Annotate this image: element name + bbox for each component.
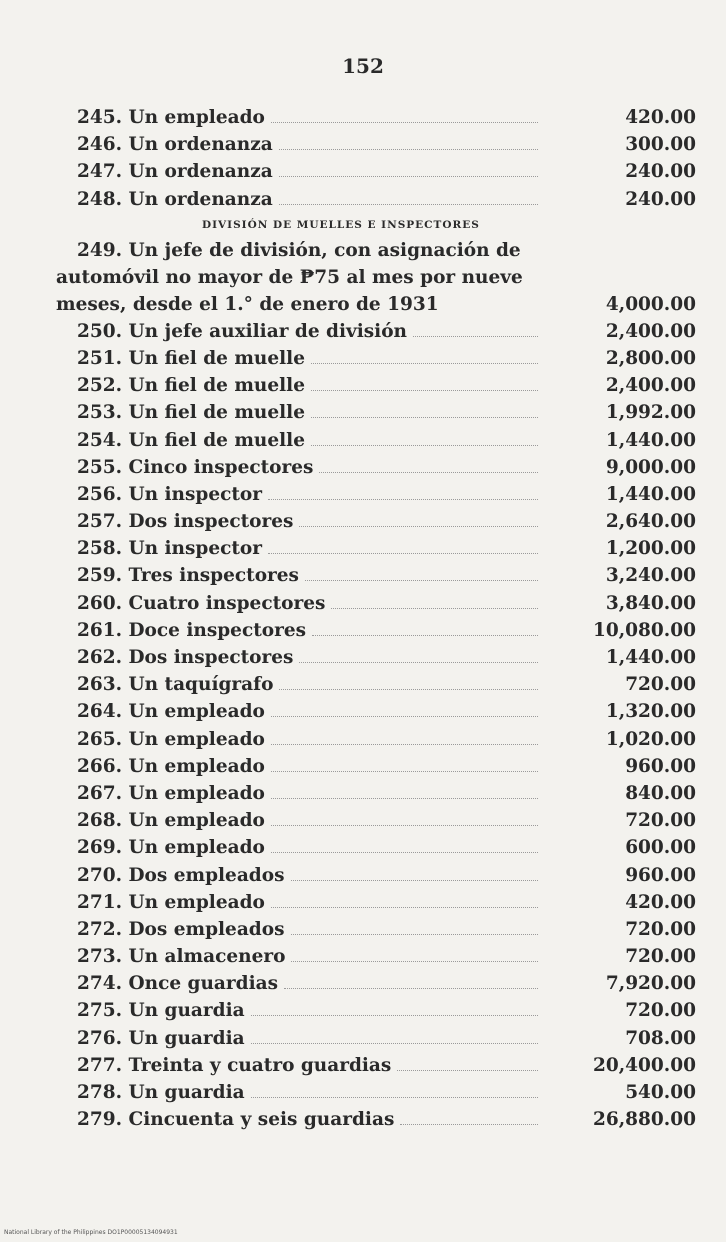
entry-amount: 540.00 bbox=[625, 1082, 696, 1103]
ledger-row bbox=[56, 186, 698, 213]
entry-description: 246. Un ordenanza bbox=[77, 134, 273, 156]
entry-description: 255. Cinco inspectores bbox=[77, 456, 314, 478]
entry-amount: 960.00 bbox=[625, 755, 696, 777]
leader-dots bbox=[299, 525, 538, 527]
ledger-row bbox=[56, 726, 698, 753]
entry-amount: 1,440.00 bbox=[605, 647, 696, 668]
leader-dots bbox=[271, 906, 538, 908]
ledger bbox=[56, 104, 698, 1133]
entry-amount: 20,400.00 bbox=[593, 1054, 696, 1076]
entry-description: 252. Un fiel de muelle bbox=[77, 375, 305, 397]
entry-description: 277. Treinta y cuatro guardias bbox=[77, 1054, 392, 1076]
entry-amount: 26,880.00 bbox=[593, 1109, 696, 1131]
ledger-row bbox=[56, 1106, 698, 1133]
entry-description: 271. Un empleado bbox=[77, 891, 265, 913]
entry-amount: 1,200.00 bbox=[605, 538, 696, 560]
entry-amount: 600.00 bbox=[625, 837, 696, 859]
entry-amount: 720.00 bbox=[625, 1000, 696, 1022]
leader-dots bbox=[251, 1042, 538, 1044]
entry-amount: 1,320.00 bbox=[605, 701, 696, 723]
ledger-row bbox=[56, 997, 698, 1024]
entry-amount: 720.00 bbox=[625, 918, 696, 940]
entry-description: 250. Un jefe auxiliar de división bbox=[77, 320, 408, 342]
ledger-row bbox=[56, 1079, 698, 1106]
entry-description: 254. Un fiel de muelle bbox=[77, 429, 305, 451]
leader-dots bbox=[251, 1096, 538, 1098]
leader-dots bbox=[271, 824, 538, 826]
entry-description: 261. Doce inspectores bbox=[77, 619, 307, 641]
entry-description: 270. Dos empleados bbox=[77, 864, 285, 886]
entry-description: 267. Un empleado bbox=[77, 782, 265, 804]
entry-description: 278. Un guardia bbox=[77, 1082, 245, 1103]
ledger-row bbox=[56, 345, 698, 372]
entry-amount: 1,992.00 bbox=[605, 402, 696, 424]
leader-dots bbox=[331, 607, 538, 609]
ledger-row bbox=[56, 131, 698, 158]
leader-dots bbox=[271, 797, 538, 799]
ledger-row bbox=[56, 753, 698, 780]
entry-description: 251. Un fiel de muelle bbox=[77, 347, 305, 369]
ledger-row bbox=[56, 590, 698, 617]
leader-dots bbox=[251, 1014, 538, 1016]
ledger-row bbox=[56, 104, 698, 131]
entry-amount: 1,020.00 bbox=[605, 728, 696, 750]
paragraph-amount: 4,000.00 bbox=[605, 293, 696, 315]
entry-description: 256. Un inspector bbox=[77, 483, 263, 505]
entry-description: 273. Un almacenero bbox=[77, 946, 286, 968]
entry-description: 265. Un empleado bbox=[77, 728, 265, 750]
entries-bottom bbox=[56, 318, 698, 1134]
entry-description: 245. Un empleado bbox=[77, 107, 265, 128]
entry-description: 257. Dos inspectores bbox=[77, 511, 294, 533]
ledger-row bbox=[56, 158, 698, 185]
leader-dots bbox=[299, 661, 538, 663]
entry-description: 258. Un inspector bbox=[77, 538, 263, 560]
leader-dots bbox=[400, 1123, 538, 1125]
ledger-row bbox=[56, 834, 698, 861]
leader-dots bbox=[312, 634, 538, 636]
entry-description: 264. Un empleado bbox=[77, 701, 265, 723]
entry-description: 248. Un ordenanza bbox=[77, 188, 273, 210]
entry-amount: 240.00 bbox=[625, 161, 696, 183]
entry-description: 268. Un empleado bbox=[77, 810, 265, 832]
entry-description: 272. Dos empleados bbox=[77, 918, 285, 940]
entry-amount: 10,080.00 bbox=[593, 619, 696, 641]
ledger-row bbox=[56, 671, 698, 698]
entry-description: 274. Once guardias bbox=[77, 973, 279, 995]
ledger-row bbox=[56, 1052, 698, 1079]
leader-dots bbox=[279, 148, 538, 150]
ledger-row bbox=[56, 698, 698, 725]
ledger-row bbox=[56, 508, 698, 535]
entry-description: 262. Dos inspectores bbox=[77, 647, 294, 668]
entry-amount: 2,640.00 bbox=[605, 511, 696, 533]
ledger-row bbox=[56, 617, 698, 644]
entry-description: 275. Un guardia bbox=[77, 1000, 245, 1022]
entry-amount: 2,400.00 bbox=[605, 320, 696, 342]
ledger-row bbox=[56, 644, 698, 671]
ledger-row bbox=[56, 454, 698, 481]
entry-amount: 240.00 bbox=[625, 188, 696, 210]
entry-amount: 960.00 bbox=[625, 864, 696, 886]
entry-amount: 2,800.00 bbox=[605, 347, 696, 369]
ledger-row bbox=[56, 481, 698, 508]
leader-dots bbox=[291, 933, 538, 935]
leader-dots bbox=[311, 444, 538, 446]
leader-dots bbox=[271, 121, 538, 123]
leader-dots bbox=[271, 851, 538, 853]
leader-dots bbox=[291, 960, 538, 962]
leader-dots bbox=[291, 879, 538, 881]
leader-dots bbox=[268, 498, 538, 500]
entry-amount: 720.00 bbox=[625, 674, 696, 696]
entry-description: 263. Un taquígrafo bbox=[77, 674, 274, 696]
entry-amount: 7,920.00 bbox=[605, 973, 696, 995]
entry-description: 269. Un empleado bbox=[77, 837, 265, 859]
footer-credit: National Library of the Philippines DO1P00005134094931 bbox=[4, 1229, 178, 1236]
entry-amount: 720.00 bbox=[625, 810, 696, 832]
entry-amount: 708.00 bbox=[625, 1027, 696, 1049]
leader-dots bbox=[284, 987, 538, 989]
paragraph-line: automóvil no mayor de ₱75 al mes por nueve bbox=[56, 266, 523, 288]
ledger-row bbox=[56, 943, 698, 970]
leader-dots bbox=[279, 175, 538, 177]
entries-top bbox=[56, 104, 698, 213]
ledger-row bbox=[56, 562, 698, 589]
paragraph-entry-249 bbox=[56, 237, 546, 318]
leader-dots bbox=[305, 579, 538, 581]
ledger-row bbox=[56, 318, 698, 345]
leader-dots bbox=[268, 552, 538, 554]
leader-dots bbox=[413, 335, 538, 337]
leader-dots bbox=[279, 688, 538, 690]
leader-dots bbox=[271, 770, 538, 772]
leader-dots bbox=[397, 1069, 538, 1071]
entry-amount: 3,840.00 bbox=[605, 592, 696, 614]
entry-amount: 1,440.00 bbox=[605, 483, 696, 505]
ledger-row bbox=[56, 372, 698, 399]
entry-description: 253. Un fiel de muelle bbox=[77, 402, 305, 424]
paragraph-line: meses, desde el 1.° de enero de 1931 bbox=[56, 293, 439, 315]
ledger-row bbox=[56, 970, 698, 997]
leader-dots bbox=[271, 743, 538, 745]
entry-amount: 2,400.00 bbox=[605, 375, 696, 397]
entry-amount: 720.00 bbox=[625, 946, 696, 968]
ledger-row bbox=[56, 807, 698, 834]
entry-amount: 300.00 bbox=[625, 134, 696, 156]
leader-dots bbox=[271, 715, 538, 717]
page-number: 152 bbox=[342, 54, 384, 78]
leader-dots bbox=[279, 203, 538, 205]
leader-dots bbox=[311, 389, 538, 391]
leader-dots bbox=[319, 471, 538, 473]
entry-amount: 420.00 bbox=[625, 107, 696, 128]
ledger-row bbox=[56, 780, 698, 807]
leader-dots bbox=[311, 362, 538, 364]
entry-amount: 9,000.00 bbox=[605, 456, 696, 478]
entry-amount: 1,440.00 bbox=[605, 429, 696, 451]
entry-amount: 3,240.00 bbox=[605, 565, 696, 587]
leader-dots bbox=[311, 416, 538, 418]
ledger-row bbox=[56, 916, 698, 943]
entry-amount: 840.00 bbox=[625, 782, 696, 804]
ledger-row bbox=[56, 427, 698, 454]
paragraph-line: 249. Un jefe de división, con asignación de bbox=[77, 239, 521, 261]
entry-description: 247. Un ordenanza bbox=[77, 161, 273, 183]
ledger-row bbox=[56, 889, 698, 916]
ledger-row bbox=[56, 862, 698, 889]
ledger-row bbox=[56, 535, 698, 562]
entry-description: 260. Cuatro inspectores bbox=[77, 592, 326, 614]
section-heading: DIVISIÓN DE MUELLES E INSPECTORES bbox=[202, 218, 480, 231]
entry-description: 266. Un empleado bbox=[77, 755, 265, 777]
entry-description: 276. Un guardia bbox=[77, 1027, 245, 1049]
ledger-row bbox=[56, 399, 698, 426]
entry-amount: 420.00 bbox=[625, 891, 696, 913]
entry-description: 259. Tres inspectores bbox=[77, 565, 299, 587]
ledger-row bbox=[56, 1025, 698, 1052]
entry-description: 279. Cincuenta y seis guardias bbox=[77, 1109, 395, 1131]
